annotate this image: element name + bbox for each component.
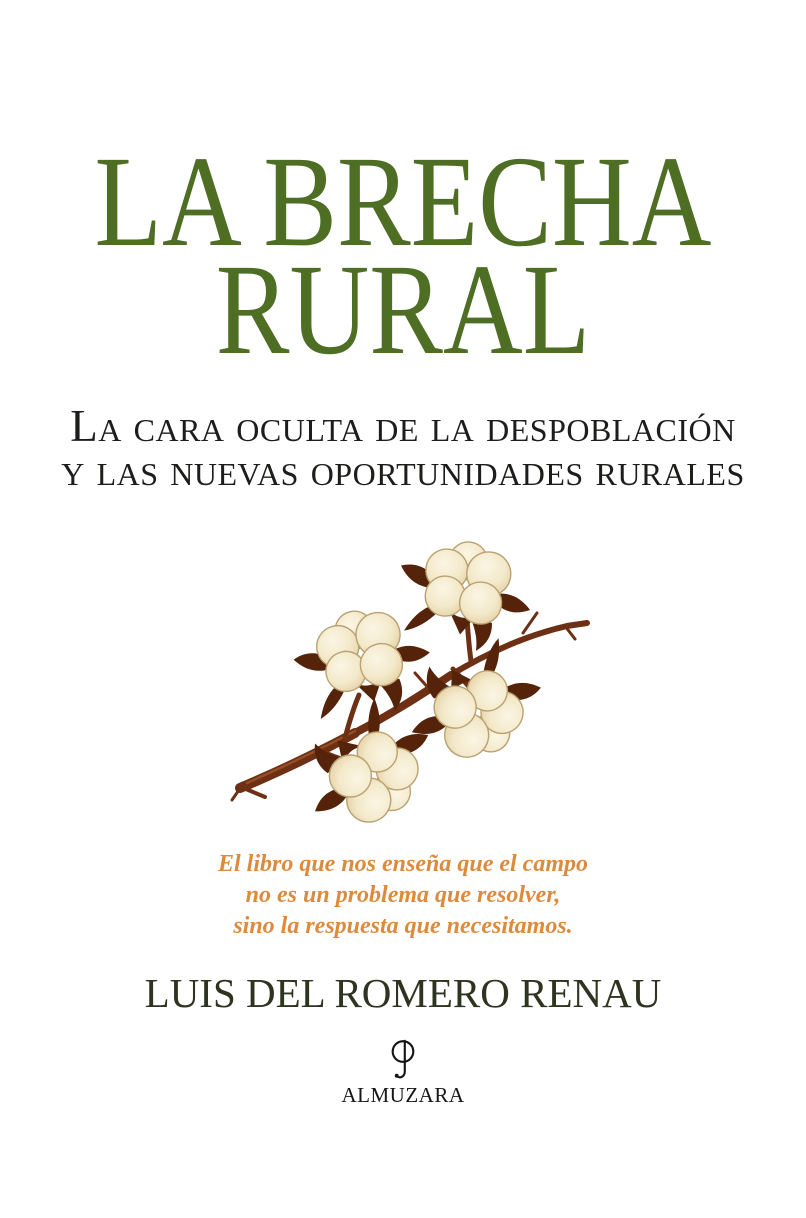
subtitle-line-2: y las nuevas oportunidades rurales bbox=[61, 445, 745, 495]
title-line-2: RURAL bbox=[215, 238, 591, 382]
publisher-name: ALMUZARA bbox=[341, 1083, 465, 1107]
book-title bbox=[0, 130, 806, 382]
tagline-line-3: sino la respuesta que necesitamos. bbox=[233, 913, 573, 939]
cotton-branch-illustration bbox=[225, 523, 605, 833]
author-name: LUIS DEL ROMERO RENAU bbox=[144, 970, 662, 1016]
tagline-line-1: El libro que nos enseña que el campo bbox=[217, 851, 589, 877]
title-line-1: LA BRECHA bbox=[94, 130, 712, 274]
book-subtitle bbox=[0, 401, 806, 495]
tagline-line-2: no es un problema que resolver, bbox=[245, 882, 561, 908]
almuzara-logo-icon bbox=[385, 1039, 421, 1082]
subtitle-line-1: La cara oculta de la despoblación bbox=[70, 401, 736, 451]
tagline bbox=[0, 849, 806, 942]
